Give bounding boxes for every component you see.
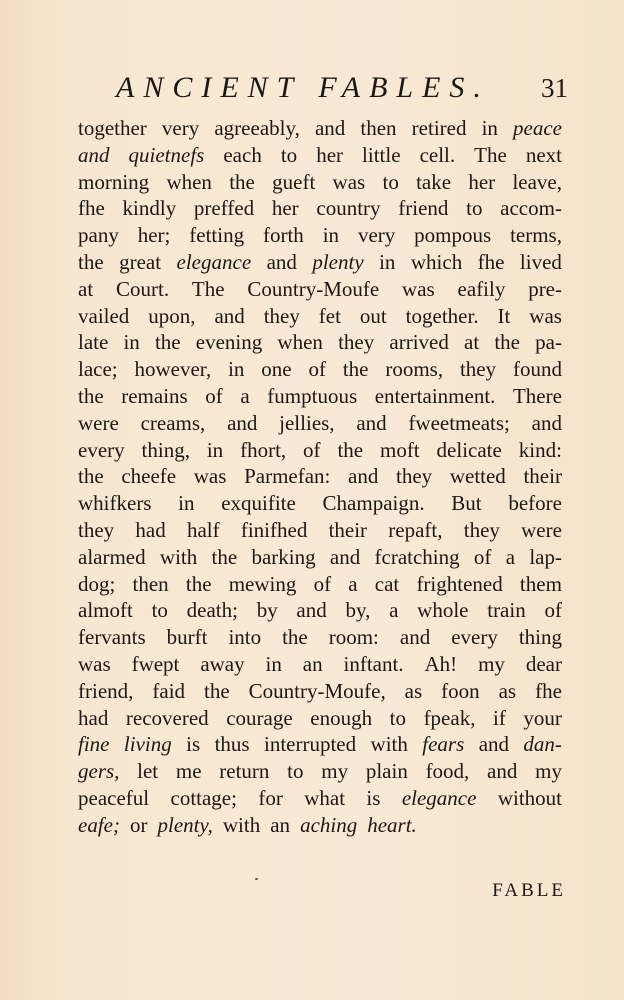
word: to [280, 142, 298, 167]
text-line [78, 812, 562, 839]
word: quietnefs [128, 142, 205, 167]
word: however, [134, 357, 212, 382]
word: evening [195, 330, 263, 355]
word: fervants [78, 625, 146, 650]
word: a [505, 544, 516, 569]
text-line [78, 276, 562, 303]
word: preffed [193, 196, 255, 221]
word: when [166, 169, 212, 194]
text-line [78, 758, 562, 785]
word: repaft, [388, 517, 443, 542]
word: inftant. [343, 651, 404, 676]
word: they [338, 330, 375, 355]
word: faid [152, 678, 186, 703]
word: together [78, 116, 147, 140]
word: a [240, 383, 250, 408]
word: plain [365, 759, 408, 784]
word: my [478, 651, 505, 676]
word: very [357, 223, 396, 248]
text-line [78, 249, 562, 276]
word: my [321, 759, 349, 784]
word: dear [525, 651, 562, 676]
word: Country-Moufe, [248, 678, 386, 703]
word: friend, [78, 678, 134, 703]
word: her; [137, 223, 171, 248]
word: and [314, 116, 346, 140]
word: fcratching [374, 544, 460, 569]
word: of [303, 437, 321, 462]
word: they [396, 464, 433, 489]
word: of [205, 383, 223, 408]
word: lap- [529, 544, 562, 569]
word: they [459, 357, 497, 382]
word: terms, [510, 223, 562, 248]
word: the [337, 437, 364, 462]
word: It [497, 303, 511, 328]
word: for [258, 785, 283, 810]
word: agreeably, [214, 116, 300, 140]
word: There [512, 383, 562, 408]
word: which [410, 249, 463, 274]
word: to [287, 759, 304, 784]
word: cheefe [121, 464, 177, 489]
word: room: [328, 625, 379, 650]
word: with [222, 812, 261, 837]
word: is [186, 732, 201, 757]
word: were [78, 410, 119, 435]
word: found [512, 357, 562, 382]
text-line [78, 115, 562, 142]
word: gueft [272, 169, 316, 194]
text-line [78, 169, 562, 196]
word: take [416, 169, 452, 194]
word: fine [78, 732, 110, 757]
word: plenty, [157, 812, 213, 837]
word: to [466, 196, 483, 221]
word: whole [417, 598, 469, 623]
word: out [359, 303, 387, 328]
text-line [78, 329, 562, 356]
word: plenty [312, 249, 364, 274]
word: they [463, 517, 500, 542]
word: fetting [189, 223, 245, 248]
word: country [316, 196, 381, 221]
word: cat [374, 571, 400, 596]
word: her [271, 196, 299, 221]
word: fweetmeats; [408, 410, 510, 435]
word: let [137, 759, 159, 784]
text-line [78, 624, 562, 651]
word: without [497, 785, 562, 810]
word: fhe [477, 249, 505, 274]
word: pompous [414, 223, 492, 248]
word: her [316, 142, 344, 167]
word: half [186, 517, 220, 542]
word: me [175, 759, 202, 784]
word: the [211, 544, 238, 569]
word: living [123, 732, 172, 757]
word: and [487, 759, 518, 784]
word: thus [214, 732, 250, 757]
word: before [508, 491, 562, 516]
word: a [389, 598, 399, 623]
word: to [151, 598, 168, 623]
word: if [493, 705, 506, 730]
text-line [78, 597, 562, 624]
text-line [78, 142, 562, 169]
word: in [178, 491, 195, 516]
word: pre- [528, 276, 562, 301]
word: fhe [78, 196, 105, 221]
word: their [523, 464, 562, 489]
word: the [78, 464, 104, 489]
word: Champaign. [322, 491, 425, 516]
word: recovered [125, 705, 209, 730]
word: in [206, 437, 224, 462]
catchword: FABLE [492, 880, 566, 901]
word: rooms, [385, 357, 444, 382]
word: their [328, 517, 368, 542]
word: kind: [518, 437, 562, 462]
text-line [78, 437, 562, 464]
word: was [193, 464, 227, 489]
word: friend [398, 196, 449, 221]
word: lived [519, 249, 562, 274]
word: retired [411, 116, 467, 140]
word: the [78, 383, 104, 408]
text-line [78, 356, 562, 383]
word: to [382, 169, 399, 194]
word: little [362, 142, 401, 167]
text-line [78, 544, 562, 571]
word: of [473, 544, 492, 569]
word: was [402, 276, 435, 301]
word: in [322, 223, 340, 248]
word: fwept [131, 651, 180, 676]
word: Ah! [424, 651, 458, 676]
word: heart. [367, 812, 417, 837]
word: had [135, 517, 166, 542]
word: thing [518, 625, 562, 650]
word: were [521, 517, 562, 542]
text-line [78, 651, 562, 678]
word: fhe [535, 678, 562, 703]
word: delicate [436, 437, 502, 462]
word: was [332, 169, 366, 194]
word: and [348, 464, 379, 489]
text-line [78, 678, 562, 705]
word: eafe; [78, 812, 120, 837]
word: kindly [122, 196, 177, 221]
word: fpeak, [423, 705, 476, 730]
text-line [78, 463, 562, 490]
word: and [214, 303, 245, 328]
word: at [78, 276, 94, 301]
word: with [159, 544, 198, 569]
word: jellies, [279, 410, 335, 435]
word: upon, [148, 303, 196, 328]
word: a [348, 571, 358, 596]
word: of [544, 598, 562, 623]
text-line [78, 195, 562, 222]
word: food, [425, 759, 470, 784]
word: foon [441, 678, 480, 703]
word: into [228, 625, 262, 650]
word: each [223, 142, 262, 167]
word: as [404, 678, 423, 703]
word: at [464, 330, 480, 355]
word: away [200, 651, 245, 676]
word: in [123, 330, 140, 355]
word: with [370, 732, 408, 757]
word: eafily [457, 276, 506, 301]
word: wetted [449, 464, 506, 489]
word: accom- [500, 196, 562, 221]
word: creams, [140, 410, 206, 435]
word: what [304, 785, 346, 810]
word: leave, [512, 169, 562, 194]
text-line [78, 303, 562, 330]
word: was [529, 303, 562, 328]
word: Parmefan: [244, 464, 331, 489]
word: interrupted [263, 732, 357, 757]
word: or [129, 812, 148, 837]
word: The [191, 276, 225, 301]
word: fumptuous [267, 383, 358, 408]
text-line [78, 571, 562, 598]
word: the [204, 678, 230, 703]
word: return [219, 759, 270, 784]
word: to [389, 705, 406, 730]
page-header [116, 70, 576, 106]
text-line [78, 785, 562, 812]
word: and [296, 598, 327, 623]
word: every [78, 437, 125, 462]
word: death; [186, 598, 238, 623]
word: The [474, 142, 507, 167]
word: alarmed [78, 544, 146, 569]
text-line [78, 490, 562, 517]
word: late [78, 330, 109, 355]
word: they [263, 303, 300, 328]
word: your [523, 705, 562, 730]
word: Country-Moufe [247, 276, 380, 301]
word: morning [78, 169, 150, 194]
word: then [360, 116, 397, 140]
word: and [266, 249, 297, 274]
word: and [329, 544, 361, 569]
word: vailed [78, 303, 130, 328]
word: mewing [228, 571, 297, 596]
word: had [78, 705, 109, 730]
word: next [525, 142, 562, 167]
word: then [132, 571, 169, 596]
word: and [478, 732, 510, 757]
word: an [270, 812, 291, 837]
word: pany [78, 223, 119, 248]
word: and [531, 410, 562, 435]
word: elegance [176, 249, 252, 274]
word: very [161, 116, 200, 140]
word: almoft [78, 598, 133, 623]
text-line [78, 410, 562, 437]
word: the [494, 330, 520, 355]
word: and [399, 625, 431, 650]
word: entertainment. [374, 383, 496, 408]
word: by, [345, 598, 371, 623]
word: when [277, 330, 323, 355]
word: fhort, [240, 437, 287, 462]
word: burft [166, 625, 208, 650]
word: frightened [416, 571, 503, 596]
word: barking [251, 544, 316, 569]
word: whifkers [78, 491, 152, 516]
word: gers, [78, 759, 120, 784]
text-line [78, 383, 562, 410]
word: is [366, 785, 381, 810]
word: in [228, 357, 245, 382]
word: in [265, 651, 282, 676]
word: the [282, 625, 308, 650]
word: in [481, 116, 498, 140]
word: Court. [115, 276, 170, 301]
word: peace [513, 116, 562, 140]
word: moft [379, 437, 420, 462]
text-line [78, 731, 562, 758]
word: dan- [523, 732, 562, 757]
word: by [256, 598, 278, 623]
page-number: 31 [541, 73, 568, 103]
word: was [78, 651, 111, 676]
word: But [451, 491, 482, 516]
word: my [535, 759, 562, 784]
word: together. [405, 303, 479, 328]
word: the [342, 357, 369, 382]
word: cell. [419, 142, 456, 167]
word: exquifite [221, 491, 296, 516]
word: her [468, 169, 496, 194]
word: forth [262, 223, 304, 248]
word: arrived [389, 330, 449, 355]
word: in [379, 249, 396, 274]
word: one [261, 357, 292, 382]
word: pa- [535, 330, 562, 355]
word: and [227, 410, 258, 435]
word: great [119, 249, 162, 274]
word: as [498, 678, 517, 703]
word: dog; [78, 571, 116, 596]
word: train [487, 598, 526, 623]
word: the [185, 571, 212, 596]
word: finifhed [240, 517, 308, 542]
running-title: ANCIENT FABLES. [116, 71, 490, 104]
word: remains [121, 383, 188, 408]
word: cottage; [170, 785, 237, 810]
word: the [78, 249, 104, 274]
text-line [78, 705, 562, 732]
word: they [78, 517, 115, 542]
word: fet [318, 303, 341, 328]
word: elegance [401, 785, 477, 810]
fable-text [78, 115, 562, 839]
word: peaceful [78, 785, 150, 810]
word: of [308, 357, 326, 382]
word: them [519, 571, 562, 596]
text-line [78, 517, 562, 544]
word: the [154, 330, 181, 355]
word: enough [310, 705, 373, 730]
word: the [229, 169, 255, 194]
word: and [78, 142, 110, 167]
word: and [356, 410, 387, 435]
word: lace; [78, 357, 118, 382]
word: every [451, 625, 498, 650]
text-line [78, 222, 562, 249]
word: of [313, 571, 332, 596]
word: aching [300, 812, 358, 837]
ink-speck [255, 878, 258, 880]
word: thing, [141, 437, 190, 462]
word: courage [226, 705, 293, 730]
word: an [302, 651, 323, 676]
word: fears [422, 732, 465, 757]
